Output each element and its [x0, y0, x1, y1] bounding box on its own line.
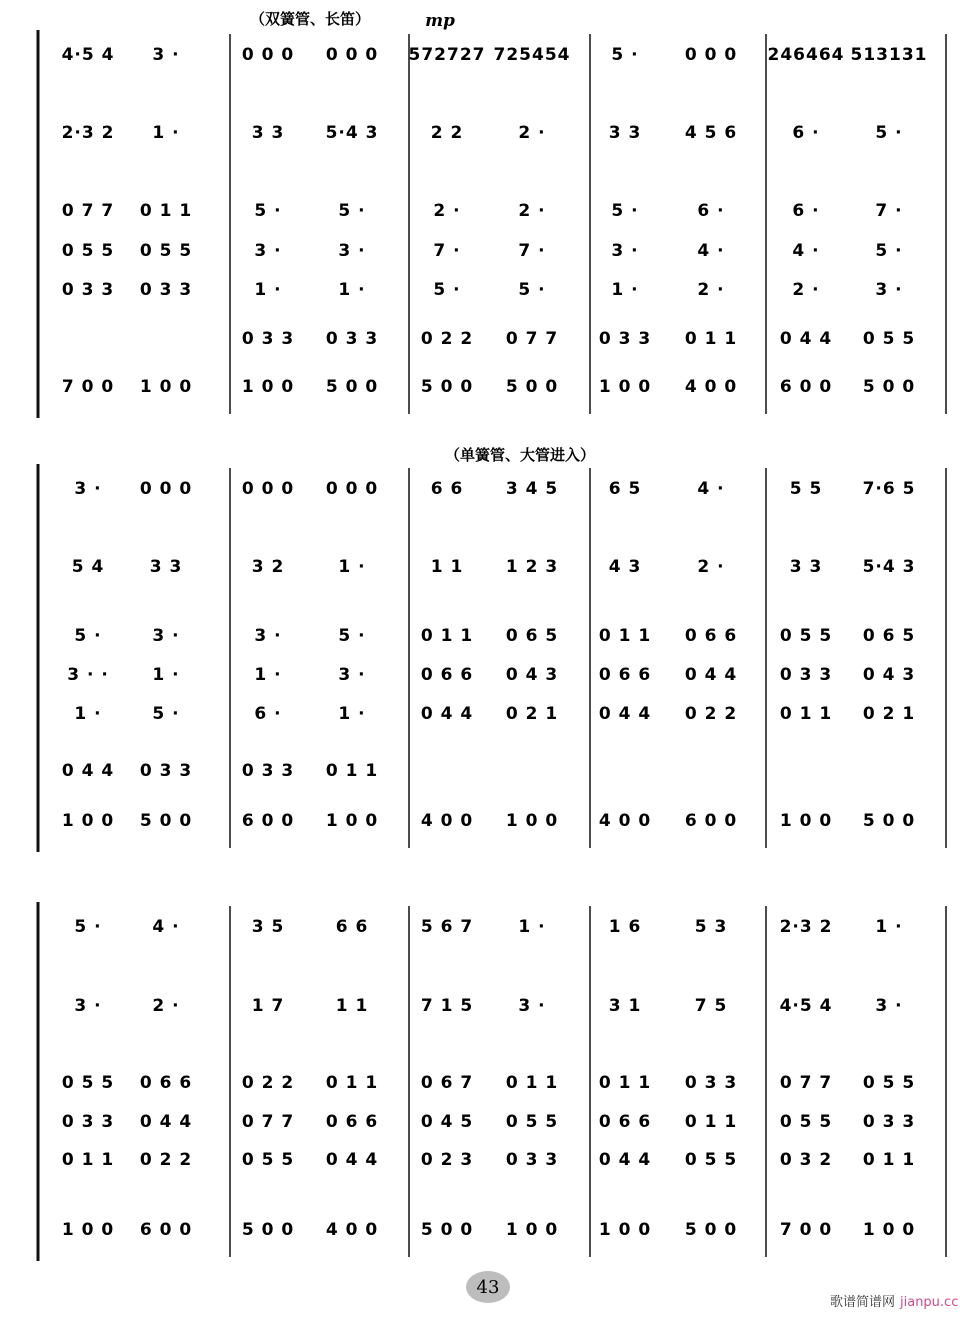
note-cell: 2·3 2 — [61, 123, 115, 143]
note-cell: 2 · — [152, 996, 180, 1016]
note-cell: 0 0 0 — [325, 479, 379, 499]
note-cell: 4 0 0 — [325, 1220, 379, 1240]
note-cell: 3 · — [152, 626, 180, 646]
note-cell: 6 · — [792, 123, 820, 143]
note-cell: 4 · — [697, 479, 725, 499]
note-cell: 4 0 0 — [684, 377, 738, 397]
note-cell: 0 7 7 — [241, 1112, 295, 1132]
score-system — [38, 464, 946, 852]
watermark-url: jianpu.cc — [900, 1295, 959, 1310]
note-cell: 0 2 2 — [684, 704, 738, 724]
note-cell: 3 4 5 — [505, 479, 559, 499]
dynamic-marking: mp — [425, 11, 455, 31]
note-cell: 3 · — [74, 996, 102, 1016]
note-cell: 4 · — [697, 241, 725, 261]
note-cell: 0 3 3 — [241, 761, 295, 781]
note-cell: 5 0 0 — [684, 1220, 738, 1240]
note-cell: 5 0 0 — [139, 811, 193, 831]
note-cell: 0 5 5 — [241, 1150, 295, 1170]
note-cell: 0 1 1 — [505, 1073, 559, 1093]
note-cell: 7 · — [875, 201, 903, 221]
note-cell: 0 0 0 — [241, 45, 295, 65]
note-cell: 0 1 1 — [598, 1073, 652, 1093]
note-cell: 0 5 5 — [505, 1112, 559, 1132]
note-cell: 2 · — [518, 201, 546, 221]
note-cell: 4·5 4 — [61, 45, 115, 65]
note-cell: 0 2 1 — [505, 704, 559, 724]
note-cell: 0 6 6 — [598, 1112, 652, 1132]
note-cell: 0 5 5 — [862, 329, 916, 349]
note-cell: 1 · — [74, 704, 102, 724]
note-cell: 1 · — [338, 557, 366, 577]
note-cell: 5 0 0 — [420, 1220, 474, 1240]
note-cell: 0 6 5 — [505, 626, 559, 646]
note-cell: 5 · — [152, 704, 180, 724]
note-cell: 3 3 — [149, 557, 183, 577]
note-cell: 0 1 1 — [684, 1112, 738, 1132]
note-cell: 7 · — [433, 241, 461, 261]
note-cell: 0 3 3 — [684, 1073, 738, 1093]
note-cell: 2 · — [697, 557, 725, 577]
note-cell: 3 · — [74, 479, 102, 499]
note-cell: 0 2 2 — [420, 329, 474, 349]
note-cell: 0 5 5 — [139, 241, 193, 261]
note-cell: 5 5 — [789, 479, 823, 499]
note-cell: 5 · — [518, 280, 546, 300]
note-cell: 0 3 3 — [862, 1112, 916, 1132]
note-cell: 2 · — [697, 280, 725, 300]
note-cell: 0 3 3 — [598, 329, 652, 349]
note-cell: 0 5 5 — [61, 241, 115, 261]
note-cell: 5 4 — [71, 557, 105, 577]
note-cell: 1 0 0 — [325, 811, 379, 831]
note-cell: 6 6 — [335, 917, 369, 937]
note-cell: 6 5 — [608, 479, 642, 499]
note-cell: 1 6 — [608, 917, 642, 937]
note-cell: 0 7 7 — [61, 201, 115, 221]
note-cell: 0 2 3 — [420, 1150, 474, 1170]
note-cell: 0 4 4 — [420, 704, 474, 724]
note-cell: 0 1 1 — [862, 1150, 916, 1170]
note-cell: 5 0 0 — [862, 377, 916, 397]
note-cell: 0 6 6 — [684, 626, 738, 646]
note-cell: 6 0 0 — [684, 811, 738, 831]
note-cell: 5 · — [254, 201, 282, 221]
note-cell: 5 · — [338, 201, 366, 221]
note-cell: 1 · — [611, 280, 639, 300]
note-cell: 1 0 0 — [779, 811, 833, 831]
note-cell: 7·6 5 — [862, 479, 916, 499]
score-system — [38, 902, 946, 1261]
note-cell: 0 6 6 — [325, 1112, 379, 1132]
instrument-annotation: （单簧管、大管进入） — [444, 446, 596, 464]
note-cell: 0 4 3 — [505, 665, 559, 685]
note-cell: 5 · — [74, 626, 102, 646]
note-cell: 6 0 0 — [139, 1220, 193, 1240]
note-cell: 6 0 0 — [779, 377, 833, 397]
note-cell: 0 4 4 — [684, 665, 738, 685]
note-cell: 0 6 6 — [598, 665, 652, 685]
note-cell: 5 · — [611, 201, 639, 221]
note-cell: 0 5 5 — [862, 1073, 916, 1093]
note-cell: 2 · — [792, 280, 820, 300]
note-cell: 5 0 0 — [241, 1220, 295, 1240]
note-cell: 0 5 5 — [684, 1150, 738, 1170]
note-cell: 6 · — [254, 704, 282, 724]
note-cell: 7 0 0 — [779, 1220, 833, 1240]
note-cell: 6 6 — [430, 479, 464, 499]
note-cell: 1 · — [254, 280, 282, 300]
note-cell: 5 3 — [694, 917, 728, 937]
note-cell: 0 1 1 — [420, 626, 474, 646]
note-cell: 0 4 4 — [779, 329, 833, 349]
note-cell: 0 1 1 — [325, 1073, 379, 1093]
note-cell: 7 0 0 — [61, 377, 115, 397]
note-cell: 0 7 7 — [779, 1073, 833, 1093]
note-cell: 4 3 — [608, 557, 642, 577]
note-cell: 3 1 — [608, 996, 642, 1016]
note-cell: 1 1 — [335, 996, 369, 1016]
note-cell: 1 0 0 — [139, 377, 193, 397]
note-cell: 1 · — [152, 123, 180, 143]
note-cell: 0 1 1 — [61, 1150, 115, 1170]
note-cell: 0 6 7 — [420, 1073, 474, 1093]
note-cell: 4 0 0 — [598, 811, 652, 831]
note-cell: 2·3 2 — [779, 917, 833, 937]
note-cell: 6 · — [697, 201, 725, 221]
note-cell: 3 3 — [251, 123, 285, 143]
note-cell: 3 · — [875, 996, 903, 1016]
note-cell: 0 3 3 — [139, 761, 193, 781]
note-cell: 1 0 0 — [61, 811, 115, 831]
note-cell: 4 · — [792, 241, 820, 261]
note-cell: 5 6 7 — [420, 917, 474, 937]
instrument-annotation: （双簧管、长笛） — [249, 10, 371, 28]
note-cell: 4 · — [152, 917, 180, 937]
note-cell: 4 0 0 — [420, 811, 474, 831]
note-cell: 0 4 4 — [598, 704, 652, 724]
note-cell: 7 1 5 — [420, 996, 474, 1016]
note-cell: 3 2 — [251, 557, 285, 577]
note-cell: 0 4 4 — [598, 1150, 652, 1170]
note-cell: 3 · — [152, 45, 180, 65]
note-cell: 0 4 4 — [325, 1150, 379, 1170]
note-cell: 0 4 4 — [139, 1112, 193, 1132]
note-cell: 4·5 4 — [779, 996, 833, 1016]
note-cell: 3 · — [875, 280, 903, 300]
note-cell: 4 5 6 — [684, 123, 738, 143]
note-cell: 1 1 — [430, 557, 464, 577]
note-cell: 3 · — [254, 241, 282, 261]
note-cell: 2 · — [433, 201, 461, 221]
note-cell: 6 · — [792, 201, 820, 221]
note-cell: 0 1 1 — [325, 761, 379, 781]
note-cell: 2 2 — [430, 123, 464, 143]
note-cell: 1 0 0 — [862, 1220, 916, 1240]
note-cell: 246464 — [767, 45, 845, 65]
note-cell: 1 · — [338, 280, 366, 300]
note-cell: 0 4 5 — [420, 1112, 474, 1132]
note-cell: 5 · — [433, 280, 461, 300]
note-cell: 5 0 0 — [420, 377, 474, 397]
note-cell: 3 3 — [608, 123, 642, 143]
note-cell: 0 5 5 — [779, 1112, 833, 1132]
note-cell: 0 3 3 — [139, 280, 193, 300]
note-cell: 1 · — [518, 917, 546, 937]
note-cell: 1 0 0 — [598, 377, 652, 397]
note-cell: 1 0 0 — [505, 811, 559, 831]
note-cell: 5 0 0 — [862, 811, 916, 831]
note-cell: 1 0 0 — [61, 1220, 115, 1240]
note-cell: 0 1 1 — [779, 704, 833, 724]
note-cell: 7 · — [518, 241, 546, 261]
note-cell: 6 0 0 — [241, 811, 295, 831]
note-cell: 5 · — [74, 917, 102, 937]
note-cell: 0 3 3 — [325, 329, 379, 349]
note-cell: 3 5 — [251, 917, 285, 937]
score-system — [38, 30, 946, 418]
note-cell: 1 7 — [251, 996, 285, 1016]
note-cell: 1 · — [152, 665, 180, 685]
note-cell: 0 2 2 — [241, 1073, 295, 1093]
note-cell: 0 3 3 — [505, 1150, 559, 1170]
note-cell: 5·4 3 — [862, 557, 916, 577]
note-cell: 1 0 0 — [505, 1220, 559, 1240]
note-cell: 2 · — [518, 123, 546, 143]
note-cell: 725454 — [493, 45, 571, 65]
note-cell: 0 5 5 — [779, 626, 833, 646]
note-cell: 0 7 7 — [505, 329, 559, 349]
note-cell: 3 · · — [67, 665, 109, 685]
note-cell: 0 3 3 — [241, 329, 295, 349]
note-cell: 5 · — [875, 123, 903, 143]
note-cell: 0 5 5 — [61, 1073, 115, 1093]
note-cell: 0 0 0 — [325, 45, 379, 65]
note-cell: 3 · — [338, 665, 366, 685]
note-cell: 0 1 1 — [139, 201, 193, 221]
note-cell: 0 0 0 — [684, 45, 738, 65]
note-cell: 5 · — [611, 45, 639, 65]
watermark-text: 歌谱简谱网 — [830, 1295, 896, 1310]
note-cell: 0 4 3 — [862, 665, 916, 685]
note-cell: 0 2 2 — [139, 1150, 193, 1170]
note-cell: 0 1 1 — [598, 626, 652, 646]
note-cell: 3 · — [611, 241, 639, 261]
note-cell: 0 2 1 — [862, 704, 916, 724]
note-cell: 513131 — [850, 45, 928, 65]
note-cell: 572727 — [408, 45, 486, 65]
note-cell: 5 · — [338, 626, 366, 646]
note-cell: 1 · — [875, 917, 903, 937]
note-cell: 0 3 3 — [61, 1112, 115, 1132]
note-cell: 0 4 4 — [61, 761, 115, 781]
note-cell: 5 0 0 — [325, 377, 379, 397]
note-cell: 0 1 1 — [684, 329, 738, 349]
note-cell: 1 2 3 — [505, 557, 559, 577]
note-cell: 5 · — [875, 241, 903, 261]
note-cell: 7 5 — [694, 996, 728, 1016]
note-cell: 1 0 0 — [241, 377, 295, 397]
note-cell: 0 3 2 — [779, 1150, 833, 1170]
note-cell: 0 6 5 — [862, 626, 916, 646]
note-cell: 3 · — [254, 626, 282, 646]
note-cell: 3 · — [338, 241, 366, 261]
note-cell: 1 · — [254, 665, 282, 685]
note-cell: 0 3 3 — [779, 665, 833, 685]
note-cell: 1 0 0 — [598, 1220, 652, 1240]
note-cell: 0 3 3 — [61, 280, 115, 300]
note-cell: 1 · — [338, 704, 366, 724]
note-cell: 3 · — [518, 996, 546, 1016]
note-cell: 5·4 3 — [325, 123, 379, 143]
note-cell: 3 3 — [789, 557, 823, 577]
note-cell: 0 6 6 — [139, 1073, 193, 1093]
note-cell: 5 0 0 — [505, 377, 559, 397]
note-cell: 0 6 6 — [420, 665, 474, 685]
note-cell: 0 0 0 — [139, 479, 193, 499]
page-number: 43 — [476, 1277, 500, 1298]
note-cell: 0 0 0 — [241, 479, 295, 499]
